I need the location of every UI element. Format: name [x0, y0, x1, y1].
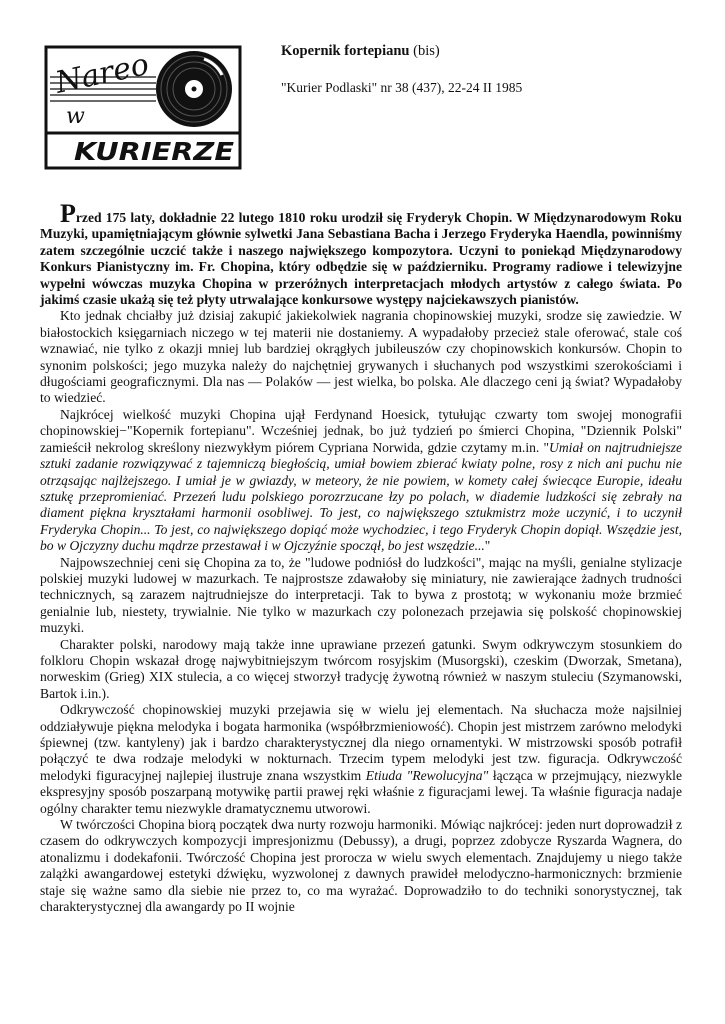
- etude-title: Etiuda "Rewolucyjna": [365, 767, 489, 783]
- norwid-quote: Umiał on najtrudniejsze sztuki zadanie rozwiązywać z tajemniczą biegłością, umiał bowiem zbierać kwiaty polne, rosy z nich ani puchu nie otrząsając najlżejszego. I umiał je w gwiazdy, w meteory, że nie powiem, w komety całej świecące Europie, ideału sztukę przepromieniać. Przezeń ludu polskiego porozrzucane łzy po polach, w diademie ludzkości się zebrały na diament piękna kryształami harmonii osobliwej. To jest, co największego sztukmistrz może uczynić, i to uczynił Fryderyka Chopin... To jest, co największego dopiąć może wychodziec, i tego Fryderyk Chopin dopiął. Wszędzie jest, bo w Ojczyzny duchu mądrze przestawał i w Ojczyźnie spoczął, bo jest wszędzie...: [40, 439, 682, 554]
- paragraph-2-intro: Najkrócej wielkość muzyki Chopina ujął Ferdynand Hoesick, tytułując czwarty tom swojej monografii chopinowskiej−"Kopernik fortepianu". Wcześniej jednak, bo już tydzień po śmierci Chopina, "Dziennik Polski" zamieścił nekrolog skreślony niezwykłym piórem Cypriana Norwida, gdzie czytamy m.in. ": [40, 406, 682, 455]
- logo-graphic: [44, 45, 242, 170]
- logo-w-text: w: [66, 104, 85, 129]
- vinyl-record-icon: [156, 51, 232, 127]
- paragraph-1: Kto jednak chciałby już dzisiaj zakupić jakiekolwiek nagrania chopinowskiej muzyki, srodze się zawiedzie. W białostockich księgarniach niczego w tej materii nie dostaniemy. A wypadałoby przecież stale oferować, stale coś wznawiać, nie tylko z okazji mniej lub bardziej okrągłych jubileuszów czy chopinowskich konkursów. Chopin to synonim polskości; jego muzyka należy do najchętniej grywanych i słuchanych pod wszystkimi szerokościami i długościami geograficznymi. Dla nas — Polaków — jest wielka, bo polska. Ale dlaczego ceni ją świat? Wypadałoby to wiedzieć.: [40, 308, 682, 406]
- title-text: Kopernik fortepianu: [281, 43, 410, 59]
- paragraph-2: [40, 407, 682, 555]
- logo-script-text: Nareo: [52, 46, 152, 101]
- paragraph-3: Najpowszechniej ceni się Chopina za to, że "ludowe podniósł do ludzkości", mając na myśli, genialne stylizacje polskiej muzyki ludowej w mazurkach. Te najprostsze zdawałoby się miniatury, nie zawierające żadnych trudności technicznych, są zarazem najtrudniejsze do interpretacji. Tak to bywa z prostotą; w wykonaniu może brzmieć genialnie lub, niestety, trywialnie. Nie tylko w mazurkach czy polonezach przejawia się polskość chopinowskiej muzyki.: [40, 554, 682, 636]
- logo-kurierze-text: KURIERZE: [74, 137, 234, 166]
- title-suffix: (bis): [409, 43, 440, 59]
- article-source: "Kurier Podlaski" nr 38 (437), 22-24 II 1985: [281, 80, 523, 95]
- drop-cap: P: [60, 199, 76, 228]
- paragraph-5-start: Odkrywczość chopinowskiej muzyki przejawia się w wielu jej elementach. Na słuchacza może najsilniej oddziaływuje piękna melodyka i bogata harmonika (współbrzmieniowość). Chopin jest mistrzem zarówno melodyki śpiewnej (tzw. kantyleny) jak i bardzo charakterystycznej dla niego ornamentyki. W mistrzowski sposób potrafił połączyć te dwa rodzaje melodyki w nokturnach. Trzecim typem melodyki jest tzw. figuracja. Odkrywczość melodyki figuracyjnej najlepiej ilustruje znana wszystkim: [40, 702, 682, 783]
- kurier-logo: [44, 45, 242, 170]
- article-body: [40, 199, 682, 915]
- paragraph-5: [40, 702, 682, 817]
- paragraph-5-end: łącząca w przejmujący, niezwykle ekspresyjny sposób poszarpaną motywikę partii prawej ręki właśnie z figuracjami lewej. Ta właśnie figuracja nadaje ogólny charakter temu niezwykle dramatycznemu utworowi.: [40, 767, 682, 816]
- paragraph-4: Charakter polski, narodowy mają także inne uprawiane przezeń gatunki. Swym odkrywczym stosunkiem do folkloru Chopin wskazał drogę najwybitniejszym twórcom rosyjskim (Musorgski), czeskim (Dworzak, Smetana), norweskim (Grieg) XIX stulecia, a co więcej stworzył tradycję żywotną również w naszym stuleciu (Szymanowski, Bartok i.in.).: [40, 636, 682, 701]
- paragraph-2-end: ": [484, 538, 491, 554]
- lead-paragraph: [40, 199, 682, 308]
- lead-text: rzed 175 laty, dokładnie 22 lutego 1810 roku urodził się Fryderyk Chopin. W Międzynarodowym Roku Muzyki, upamiętniającym głównie sylwetki Jana Sebastiana Bacha i Jerzego Fryderyka Haendla, powinniśmy zatem szczególnie uczcić także i naszego największego kompozytora. Uczyni to poniekąd Międzynarodowy Konkurs Pianistyczny im. Fr. Chopina, który odbędzie się w październiku. Programy radiowe i telewizyjne wypełni wówczas muzyka Chopina w przeróżnych interpretacjach młodych artystów z całego świata. Po jakimś czasie ukażą się też płyty utrwalające konkursowe występy najciekawszych pianistów.: [40, 210, 682, 308]
- article-title: [281, 43, 440, 60]
- paragraph-6: W twórczości Chopina biorą początek dwa nurty rozwoju harmoniki. Mówiąc najkrócej: jeden nurt doprowadził z czasem do odkrywczych kompozycji impresjonizmu (Debussy), a drugi, poprzez zdobycze Ryszarda Wagnera, do atonalizmu i dodekafonii. Twórczość Chopina jest prorocza w wielu swych elementach. Znajdujemy u niego także zalążki awangardowej estetyki dźwięku, wyzwolonej z dawnych prawideł melodyczno-harmonicznych: brzmienie staje się ważne samo dla siebie nie przez to, co ma wyrażać. Doprowadziło to do techniki sonorystycznej, tak charakterystycznej dla awangardy po II wojnie: [40, 817, 682, 915]
